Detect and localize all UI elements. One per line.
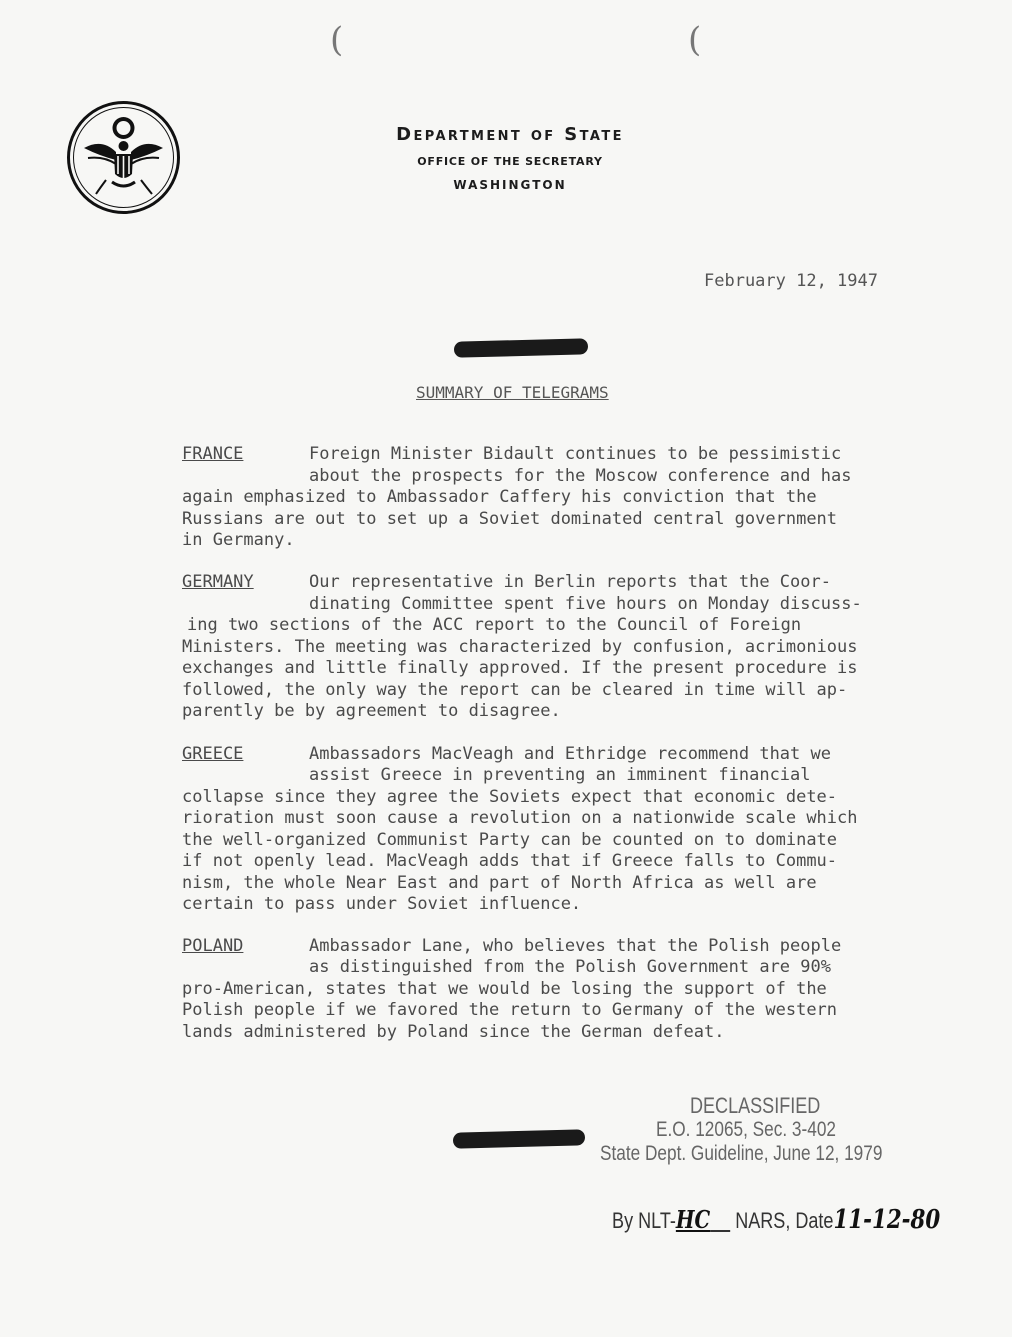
declassified-stamp: DECLASSIFIED <box>690 1093 821 1118</box>
section-line: Ambassadors MacVeagh and Ethridge recommend that we <box>309 744 831 764</box>
department-name: Department of State <box>396 124 624 145</box>
great-seal-icon <box>66 100 181 215</box>
declassification-guideline: State Dept. Guideline, June 12, 1979 <box>600 1142 883 1165</box>
section-line: again emphasized to Ambassador Caffery his conviction that the <box>182 487 817 507</box>
section-heading-germany: GERMANY <box>182 572 254 592</box>
margin-mark-left: ( <box>330 20 344 60</box>
declassification-authority <box>592 1179 940 1261</box>
letterhead <box>300 124 720 192</box>
nars-label: NARS, Date <box>735 1208 834 1233</box>
section-line: ing two sections of the ACC report to the Council of Foreign <box>187 615 802 635</box>
section-line: Ambassador Lane, who believes that the Polish people <box>309 936 842 956</box>
section-line: parently be by agreement to disagree. <box>182 701 561 721</box>
section-line: Polish people if we favored the return to Germany of the western <box>182 1000 838 1020</box>
section-line: about the prospects for the Moscow conference and has <box>309 466 852 486</box>
section-line: certain to pass under Soviet influence. <box>182 894 582 914</box>
section-heading-greece: GREECE <box>182 744 244 764</box>
section-line: rioration must soon cause a revolution on a nationwide scale which <box>182 808 858 828</box>
signature-line <box>710 1208 730 1233</box>
classification-redaction-bottom <box>453 1129 585 1148</box>
section-line: the well-organized Communist Party can be counted on to dominate <box>182 830 838 850</box>
section-line: Russians are out to set up a Soviet dominated central government <box>182 509 838 529</box>
section-line: if not openly lead. MacVeagh adds that if Greece falls to Commu- <box>182 851 838 871</box>
section-line: exchanges and little finally approved. If the present procedure is <box>182 658 858 678</box>
reviewer-initials: HC <box>675 1205 711 1234</box>
section-line: nism, the whole Near East and part of North Africa as well are <box>182 873 817 893</box>
section-line: collapse since they agree the Soviets expect that economic dete- <box>182 787 838 807</box>
section-line: followed, the only way the report can be cleared in time will ap- <box>182 680 848 700</box>
section-line: as distinguished from the Polish Government are 90% <box>309 957 831 977</box>
city-name: WASHINGTON <box>453 178 567 192</box>
section-heading-poland: POLAND <box>182 936 244 956</box>
declassification-order: E.O. 12065, Sec. 3-402 <box>656 1118 836 1141</box>
margin-mark-right: ( <box>688 20 702 60</box>
section-line: Foreign Minister Bidault continues to be pessimistic <box>309 444 842 464</box>
section-line: lands administered by Poland since the German defeat. <box>182 1022 725 1042</box>
declassification-date: 11-12-80 <box>833 1205 941 1235</box>
section-line: dinating Committee spent five hours on Monday discuss- <box>309 594 862 614</box>
section-line: in Germany. <box>182 530 295 550</box>
classification-redaction-top <box>454 338 588 358</box>
by-prefix: By NLT- <box>612 1208 676 1233</box>
section-line: Ministers. The meeting was characterized by confusion, acrimonious <box>182 637 858 657</box>
section-line: Our representative in Berlin reports that the Coor- <box>309 572 831 592</box>
office-name: OFFICE OF THE SECRETARY <box>417 155 603 168</box>
document-title: SUMMARY OF TELEGRAMS <box>416 383 609 402</box>
section-line: pro-American, states that we would be losing the support of the <box>182 979 827 999</box>
section-heading-france: FRANCE <box>182 444 244 464</box>
document-date: February 12, 1947 <box>704 271 878 291</box>
section-line: assist Greece in preventing an imminent financial <box>309 765 811 785</box>
